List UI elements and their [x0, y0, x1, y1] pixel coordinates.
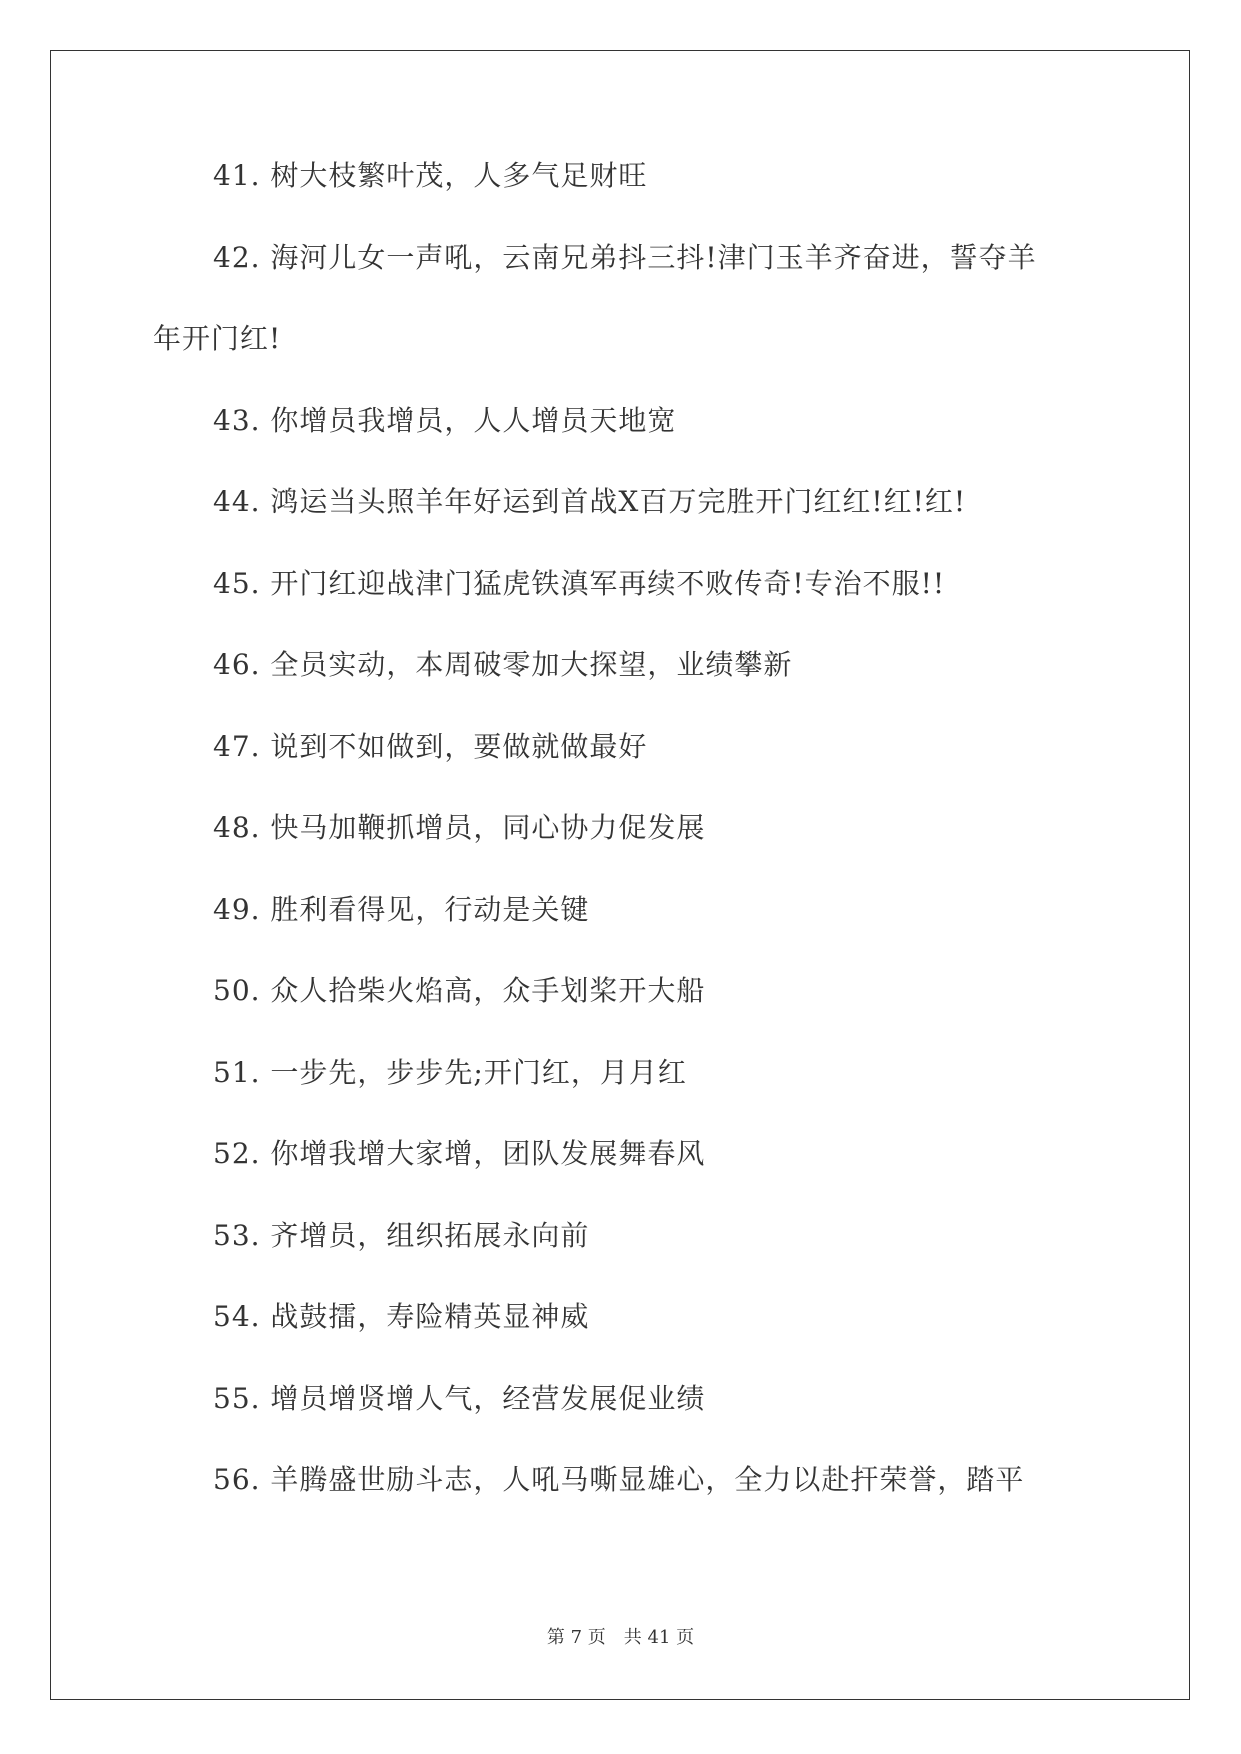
page-footer: 第 7 页 共 41 页 — [546, 1627, 695, 1648]
text-line: 48. 快马加鞭抓增员，同心协力促发展 — [213, 811, 706, 844]
text-line: 55. 增员增贤增人气，经营发展促业绩 — [213, 1381, 706, 1415]
document-body — [153, 160, 1103, 1546]
text-line: 43. 你增员我增员，人人增员天地宽 — [213, 403, 677, 437]
text-line: 49. 胜利看得见，行动是关键 — [213, 892, 590, 926]
text-line: 50. 众人拾柴火焰高，众手划桨开大船 — [213, 974, 706, 1007]
text-line: 53. 齐增员，组织拓展永向前 — [213, 1218, 590, 1252]
text-line: 46. 全员实动，本周破零加大探望，业绩攀新 — [213, 648, 793, 681]
text-line: 56. 羊腾盛世励斗志，人吼马嘶显雄心，全力以赴扞荣誉，踏平 — [213, 1463, 1025, 1496]
text-line: 51. 一步先，步步先;开门红，月月红 — [213, 1055, 687, 1089]
text-line: 54. 战鼓擂，寿险精英显神威 — [213, 1300, 590, 1333]
text-line: 52. 你增我增大家增，团队发展舞春风 — [213, 1137, 706, 1170]
text-line: 44. 鸿运当头照羊年好运到首战X百万完胜开门红红!红!红! — [213, 485, 967, 518]
text-line: 42. 海河儿女一声吼，云南兄弟抖三抖!津门玉羊齐奋进，誓夺羊 — [213, 240, 1037, 274]
text-line: 年开门红! — [153, 322, 282, 355]
text-line: 41. 树大枝繁叶茂，人多气足财旺 — [213, 159, 648, 192]
text-line: 45. 开门红迎战津门猛虎铁滇军再续不败传奇!专治不服!! — [213, 566, 946, 600]
text-line: 47. 说到不如做到，要做就做最好 — [213, 729, 648, 763]
